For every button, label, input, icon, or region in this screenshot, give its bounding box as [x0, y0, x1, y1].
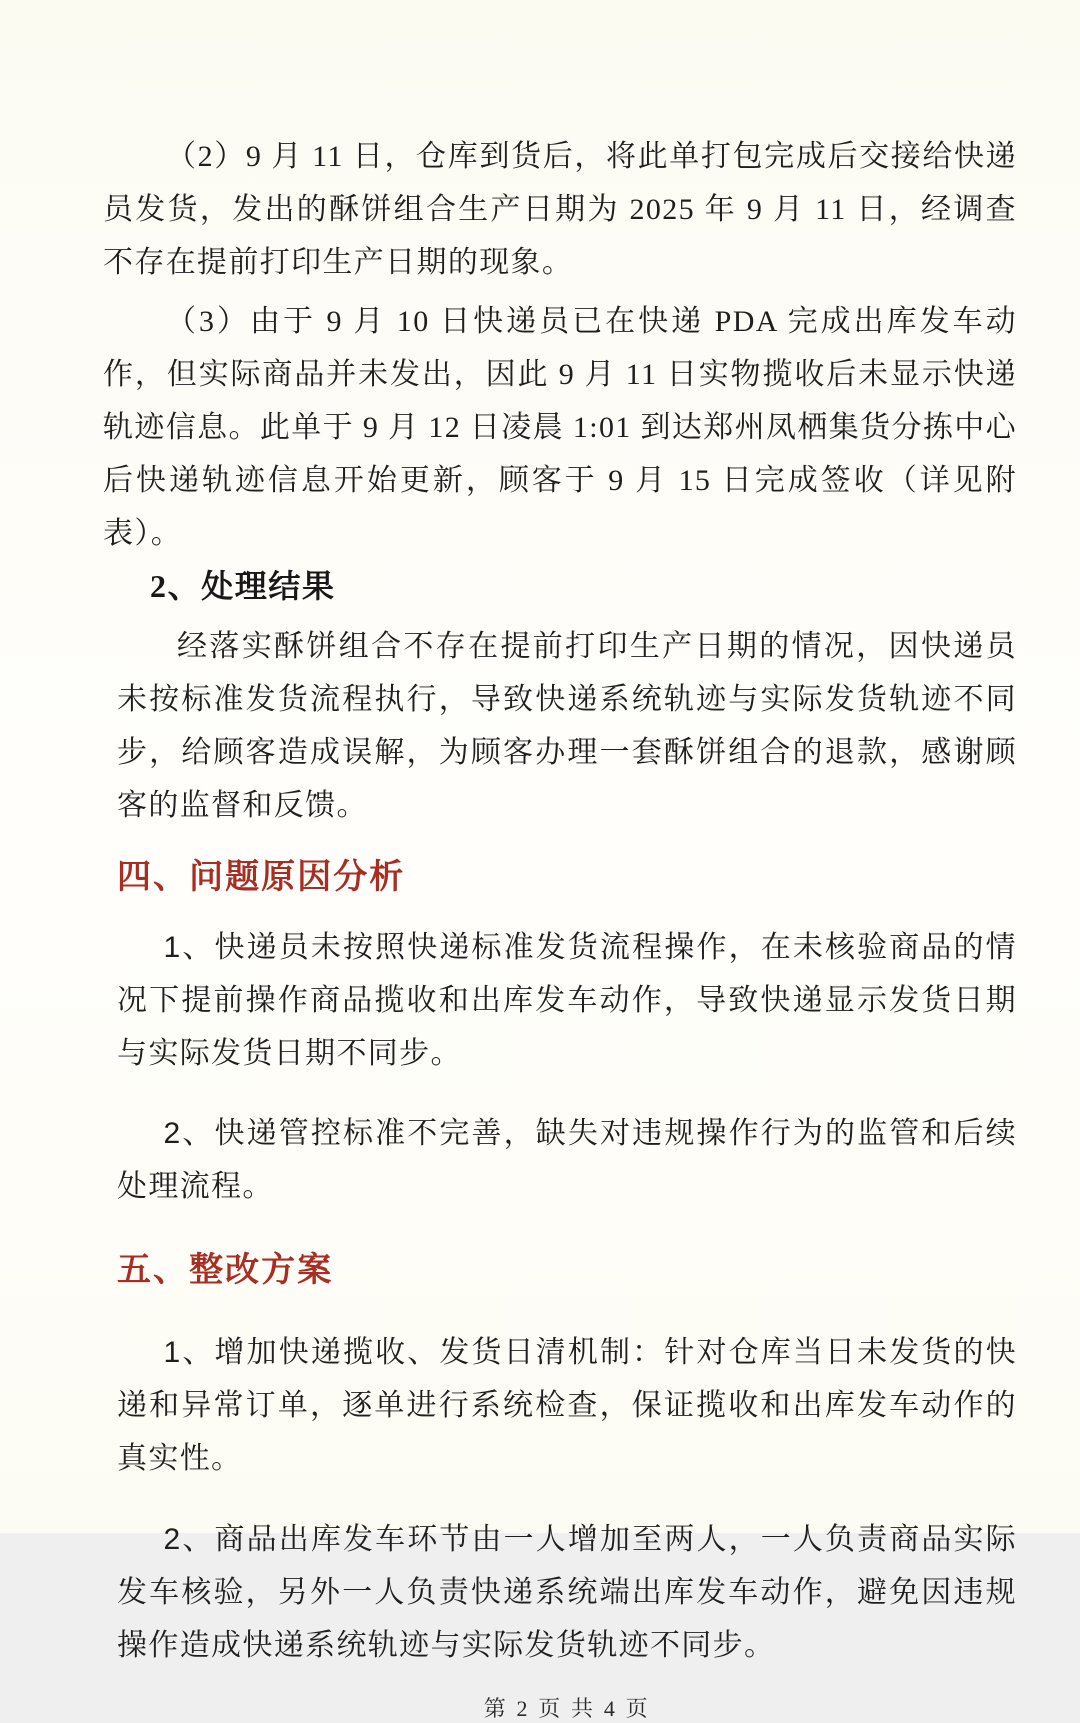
- rectification-item-2: 2、商品出库发车环节由一人增加至两人，一人负责商品实际发车核验，另外一人负责快递系统端出库发车动作，避免因违规操作造成快递系统轨迹与实际发货轨迹不同步。: [117, 1523, 1017, 1662]
- section-heading-cause-analysis: 四、问题原因分析: [117, 858, 406, 896]
- paragraph-item-3: （3）由于 9 月 10 日快递员已在快递 PDA 完成出库发车动作，但实际商品并未发出，因此 9 月 11 日实物揽收后未显示快递轨迹信息。此单于 9 月 12 日凌晨 1:01 到达郑州凤栖集货分拣中心后快递轨迹信息开始更新，顾客于 9 月 15 日完成签收（详见附表）。: [103, 305, 1017, 550]
- section-heading-rectification-plan: 五、整改方案: [117, 1251, 334, 1289]
- cause-analysis-item-2: 2、快递管控标准不完善，缺失对违规操作行为的监管和后续处理流程。: [117, 1117, 1017, 1203]
- section-result-body: 经落实酥饼组合不存在提前打印生产日期的情况，因快递员未按标准发货流程执行，导致快递系统轨迹与实际发货轨迹不同步，给顾客造成误解，为顾客办理一套酥饼组合的退款，感谢顾客的监督和反馈。: [117, 630, 1017, 822]
- cause-analysis-item-1: 1、快递员未按照快递标准发货流程操作，在未核验商品的情况下提前操作商品揽收和出库发车动作，导致快递显示发货日期与实际发货日期不同步。: [117, 931, 1017, 1070]
- paragraph-item-2: （2）9 月 11 日，仓库到货后，将此单打包完成后交接给快递员发货，发出的酥饼组合生产日期为 2025 年 9 月 11 日，经调查不存在提前打印生产日期的现象。: [103, 140, 1017, 279]
- page-number: 第 2 页 共 4 页: [483, 1696, 651, 1721]
- rectification-item-1: 1、增加快递揽收、发货日清机制：针对仓库当日未发货的快递和异常订单，逐单进行系统检查，保证揽收和出库发车动作的真实性。: [117, 1336, 1017, 1475]
- section-heading-result: 2、处理结果: [150, 568, 336, 604]
